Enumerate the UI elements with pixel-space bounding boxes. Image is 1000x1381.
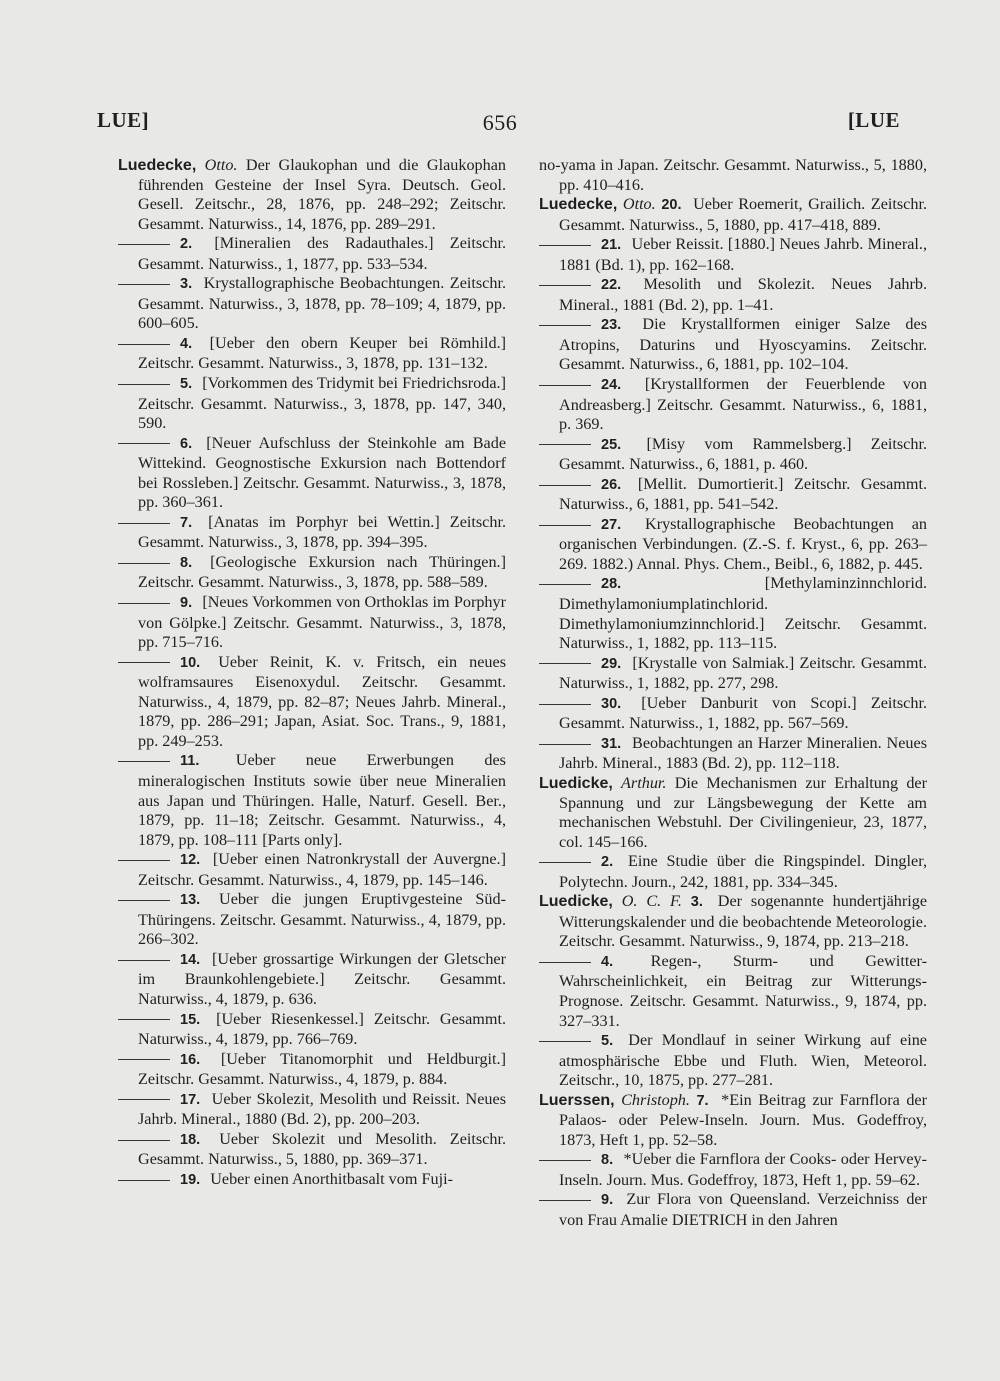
bibliography-entry	[539, 1091, 927, 1151]
entry-number: 9.	[180, 595, 193, 612]
running-head-right: [LUE	[847, 108, 900, 132]
bibliography-entry	[118, 274, 506, 334]
entry-text: Der Glaukophan und die Glaukophan führenden Gesteine der Insel Syra. Deutsch. Geol. Gesell. Zeitschr., 28, 1876, pp. 248–292; Zeitschr. Gesammt. Naturwiss., 14, 1876, pp. 289–291.	[138, 156, 506, 233]
entry-number: 2.	[601, 854, 614, 871]
ditto-dash	[539, 1160, 591, 1161]
entry-number: 2.	[180, 236, 193, 253]
bibliography-entry	[118, 751, 506, 850]
entry-text: [Vorkommen des Tridymit bei Friedrichsroda.] Zeitschr. Gesammt. Naturwiss., 3, 1878, pp. 147, 340, 590.	[138, 374, 506, 433]
entry-text: [Krystalle von Salmiak.] Zeitschr. Gesammt. Naturwiss., 1, 1882, pp. 277, 298.	[559, 653, 928, 693]
bibliography-entry	[539, 375, 927, 435]
entry-text: [Ueber Danburit von Scopi.] Zeitschr. Gesammt. Naturwiss., 1, 1882, pp. 567–569.	[559, 693, 928, 733]
author-given-name: Arthur.	[621, 773, 667, 792]
entry-number: 5.	[180, 376, 193, 393]
entry-text: [Mineralien des Radauthales.] Zeitschr. Gesammt. Naturwiss., 1, 1877, pp. 533–534.	[138, 234, 506, 273]
bibliography-entry	[539, 892, 927, 952]
entry-text: [Neuer Aufschluss der Steinkohle am Bade Wittekind. Geognostische Exkursion nach Bottendorf bei Rossleben.] Zeitschr. Gesammt. Naturwiss., 3, 1878, pp. 360–361.	[138, 433, 507, 512]
entry-number: 10.	[180, 654, 201, 671]
entry-number: 20.	[661, 197, 682, 214]
author-surname: Luedecke,	[118, 157, 197, 174]
ditto-dash	[539, 584, 591, 585]
entry-number: 9.	[601, 1192, 614, 1209]
ditto-dash	[118, 563, 170, 564]
entry-text: Eine Studie über die Ringspindel. Dingler, Polytechn. Journ., 242, 1881, pp. 334–345.	[559, 852, 927, 891]
ditto-dash	[118, 523, 170, 524]
entry-number: 8.	[180, 554, 193, 571]
ditto-dash	[118, 603, 170, 604]
entry-number: 28.	[601, 576, 622, 593]
bibliography-entry	[118, 234, 506, 274]
entry-text: [Methylaminzinnchlorid. Dimethylamoniumplatinchlorid. Dimethylamoniumzinnchlorid.] Zeitschr. Gesammt. Naturwiss., 1, 1882, pp. 113–115.	[559, 574, 927, 653]
entry-text: Ueber Skolezit und Mesolith. Zeitschr. Gesammt. Naturwiss., 5, 1880, pp. 369–371.	[138, 1129, 506, 1169]
entry-text: no-yama in Japan. Zeitschr. Gesammt. Naturwiss., 5, 1880, pp. 410–416.	[539, 156, 927, 194]
entry-number: 26.	[601, 476, 622, 493]
bibliography-entry	[539, 694, 927, 734]
entry-text: Ueber einen Anorthitbasalt vom Fuji-	[210, 1169, 453, 1188]
bibliography-entry	[539, 475, 927, 515]
ditto-dash	[539, 525, 591, 526]
page-number: 656	[482, 110, 518, 135]
entry-text: Beobachtungen an Harzer Mineralien. Neues Jahrb. Mineral., 1883 (Bd. 2), pp. 112–118.	[559, 733, 928, 773]
entry-number: 3.	[690, 894, 703, 911]
bibliography-entry	[539, 235, 927, 275]
bibliography-entry	[539, 1190, 927, 1230]
bibliography-entry	[539, 952, 927, 1031]
bibliography-entry	[539, 275, 927, 315]
entry-text: Die Mechanismen zur Erhaltung der Spannung und zur Längsbewegung der Kette am mechanischen Webstuhl. Der Civilingenieur, 23, 1877, col. 145–166.	[559, 773, 927, 851]
entry-text: [Ueber Titanomorphit und Heldburgit.] Zeitschr. Gesammt. Naturwiss., 4, 1879, p. 884.	[138, 1049, 506, 1089]
ditto-dash	[539, 385, 591, 386]
entry-text: Ueber neue Erwerbungen des mineralogischen Instituts sowie über neue Mineralien aus Japan und Thüringen. Halle, Naturf. Gesell. Ber., 1879, pp. 11–18; Zeitschr. Gesammt. Naturwiss., 4, 1879, pp. 108–111 [Parts only].	[138, 751, 506, 849]
ditto-dash	[539, 862, 591, 863]
bibliography-entry	[118, 1010, 506, 1050]
entry-text: Der Mondlauf in seiner Wirkung auf eine atmosphärische Ebbe und Fluth. Wien, Meteorol. Zeitschr., 10, 1875, pp. 277–281.	[559, 1031, 927, 1090]
ditto-dash	[118, 662, 170, 663]
entry-number: 5.	[601, 1033, 614, 1050]
entry-text: [Ueber einen Natronkrystall der Auvergne.] Zeitschr. Gesammt. Naturwiss., 4, 1879, pp. 145–146.	[138, 850, 506, 889]
bibliography-entry	[118, 1170, 506, 1191]
ditto-dash	[118, 1019, 170, 1020]
entry-text: *Ueber die Farnflora der Cooks- oder Hervey-Inseln. Journ. Mus. Godeffroy, 1873, Heft 1, pp. 59–62.	[559, 1150, 928, 1189]
entry-number: 4.	[180, 335, 193, 352]
ditto-dash	[539, 1200, 591, 1201]
bibliography-entry	[539, 574, 927, 653]
bibliography-entry	[118, 950, 506, 1010]
ditto-dash	[118, 960, 170, 961]
bibliography-entry	[118, 156, 506, 234]
entry-number: 22.	[601, 277, 622, 294]
entry-text: [Misy vom Rammelsberg.] Zeitschr. Gesammt. Naturwiss., 6, 1881, p. 460.	[559, 434, 927, 474]
entry-number: 8.	[601, 1152, 614, 1169]
ditto-dash	[118, 344, 170, 345]
entry-number: 14.	[180, 951, 201, 968]
entry-text: Ueber Roemerit, Grailich. Zeitschr. Gesammt. Naturwiss., 5, 1880, pp. 417–418, 889.	[559, 195, 928, 234]
ditto-dash	[118, 1180, 170, 1181]
bibliography-entry	[539, 435, 927, 475]
entry-text: Regen-, Sturm- und Gewitter-Wahrscheinlichkeit, ein Beitrag zur Witterungs-Prognose. Zeitschr. Gesammt. Naturwiss., 9, 1874, pp. 327–331.	[559, 951, 927, 1030]
author-surname: Luedicke,	[539, 774, 613, 792]
bibliography-entry	[118, 1130, 506, 1170]
entry-text: Ueber die jungen Eruptivgesteine Süd-Thüringens. Zeitschr. Gesammt. Naturwiss., 4, 1879, pp. 266–302.	[138, 890, 506, 949]
entry-text: [Ueber Riesenkessel.] Zeitschr. Gesammt. Naturwiss., 4, 1879, pp. 766–769.	[138, 1009, 506, 1049]
author-surname: Luerssen,	[539, 1091, 615, 1109]
ditto-dash	[118, 1059, 170, 1060]
entry-number: 15.	[180, 1011, 201, 1028]
ditto-dash	[118, 761, 170, 762]
entry-number: 11.	[180, 753, 200, 770]
ditto-dash	[539, 325, 591, 326]
ditto-dash	[539, 704, 591, 705]
ditto-dash	[118, 284, 170, 285]
entry-number: 12.	[180, 852, 201, 869]
ditto-dash	[539, 962, 591, 963]
bibliography-entry	[539, 852, 927, 892]
ditto-dash	[539, 663, 591, 664]
bibliography-entry	[539, 734, 927, 774]
entry-text: Ueber Reinit, K. v. Fritsch, ein neues wolframsaures Eisenoxydul. Zeitschr. Gesammt. Naturwiss., 4, 1879, pp. 82–87; Neues Jahrb. Mineral., 1879, pp. 286–291; Japan, Asiat. Soc. Trans., 9, 1881, pp. 249–253.	[138, 652, 506, 750]
entry-text: [Krystallformen der Feuerblende von Andreasberg.] Zeitschr. Gesammt. Naturwiss., 6, 1881, p. 369.	[559, 375, 928, 434]
bibliography-entry	[539, 315, 927, 375]
ditto-dash	[118, 860, 170, 861]
entry-number: 23.	[601, 317, 622, 334]
entry-number: 13.	[180, 892, 201, 909]
ditto-dash	[118, 1140, 170, 1141]
entry-number: 17.	[180, 1091, 201, 1108]
entry-number: 30.	[601, 695, 622, 712]
author-surname: Luedicke,	[539, 893, 613, 911]
bibliography-entry	[539, 1150, 927, 1190]
author-given-name: O. C. F.	[621, 892, 682, 911]
entry-text: [Neues Vorkommen von Orthoklas im Porphyr von Gölpke.] Zeitschr. Gesammt. Naturwiss., 3, 1878, pp. 715–716.	[138, 593, 507, 652]
bibliography-entry	[539, 195, 927, 235]
entry-text: *Ein Beitrag zur Farnflora der Palaos- oder Pelew-Inseln. Journ. Mus. Godeffroy, 1873, Heft 1, pp. 52–58.	[559, 1090, 928, 1149]
ditto-dash	[539, 245, 591, 246]
entry-number: 3.	[180, 276, 193, 293]
left-column	[118, 156, 506, 1190]
bibliography-entry	[118, 334, 506, 374]
entry-number: 6.	[180, 435, 193, 452]
entry-number: 25.	[601, 436, 622, 453]
entry-number: 24.	[601, 377, 622, 394]
entry-number: 4.	[601, 953, 614, 970]
bibliography-entry	[539, 515, 927, 575]
ditto-dash	[118, 244, 170, 245]
entry-number: 7.	[696, 1092, 709, 1109]
bibliography-entry	[118, 513, 506, 553]
bibliography-entry	[118, 653, 506, 752]
bibliography-entry	[118, 434, 506, 513]
bibliography-entry	[539, 1031, 927, 1091]
author-given-name: Otto.	[204, 156, 238, 174]
entry-number: 16.	[180, 1051, 201, 1068]
entry-text: Krystallographische Beobachtungen an organischen Verbindungen. (Z.-S. f. Kryst., 6, pp. 263–269. 1882.) Annal. Phys. Chem., Beibl., 6, 1882, p. 445.	[559, 514, 927, 573]
ditto-dash	[539, 285, 591, 286]
ditto-dash	[539, 485, 591, 486]
entry-text: [Ueber den obern Keuper bei Römhild.] Zeitschr. Gesammt. Naturwiss., 3, 1878, pp. 131–132.	[138, 333, 507, 373]
author-given-name: Christoph.	[621, 1090, 690, 1109]
entry-text: Ueber Reissit. [1880.] Neues Jahrb. Mineral., 1881 (Bd. 1), pp. 162–168.	[559, 235, 927, 274]
entry-number: 19.	[180, 1171, 201, 1188]
entry-text: [Ueber grossartige Wirkungen der Gletscher im Braunkohlengebiete.] Zeitschr. Gesammt. Naturwiss., 4, 1879, p. 636.	[138, 949, 506, 1008]
right-column	[539, 156, 927, 1231]
entry-number: 21.	[601, 237, 622, 254]
ditto-dash	[539, 744, 591, 745]
ditto-dash	[118, 443, 170, 444]
bibliography-entry	[118, 593, 506, 653]
bibliography-entry	[539, 654, 927, 694]
entry-text: Ueber Skolezit, Mesolith und Reissit. Neues Jahrb. Mineral., 1880 (Bd. 2), pp. 200–203.	[138, 1089, 506, 1129]
entry-number: 29.	[601, 655, 622, 672]
entry-text: Krystallographische Beobachtungen. Zeitschr. Gesammt. Naturwiss., 3, 1878, pp. 78–109; 4, 1879, pp. 600–605.	[138, 274, 507, 333]
bibliography-entry	[118, 553, 506, 593]
entry-text: Mesolith und Skolezit. Neues Jahrb. Mineral., 1881 (Bd. 2), pp. 1–41.	[559, 275, 927, 314]
entry-text: [Geologische Exkursion nach Thüringen.] Zeitschr. Gesammt. Naturwiss., 3, 1878, pp. 588–589.	[138, 552, 506, 592]
entry-number: 31.	[601, 735, 622, 752]
entry-text: [Mellit. Dumortierit.] Zeitschr. Gesammt. Naturwiss., 6, 1881, pp. 541–542.	[559, 474, 927, 514]
entry-number: 27.	[601, 516, 622, 533]
bibliography-entry	[118, 1090, 506, 1130]
ditto-dash	[539, 1041, 591, 1042]
bibliography-entry	[118, 890, 506, 950]
entry-number: 7.	[180, 514, 193, 531]
running-head-left: LUE]	[97, 108, 150, 132]
entry-text: Zur Flora von Queensland. Verzeichniss der von Frau Amalie DIETRICH in den Jahren	[559, 1190, 928, 1229]
entry-text: [Anatas im Porphyr bei Wettin.] Zeitschr. Gesammt. Naturwiss., 3, 1878, pp. 394–395.	[138, 512, 506, 552]
bibliography-entry	[539, 156, 927, 195]
ditto-dash	[118, 384, 170, 385]
bibliography-entry	[118, 850, 506, 890]
bibliography-entry	[118, 1050, 506, 1090]
ditto-dash	[118, 1099, 170, 1100]
ditto-dash	[118, 900, 170, 901]
entry-text: Die Krystallformen einiger Salze des Atropins, Daturins und Hyoscyamins. Zeitschr. Gesammt. Naturwiss., 6, 1881, pp. 102–104.	[559, 315, 928, 374]
author-surname: Luedecke,	[539, 196, 618, 214]
entry-number: 18.	[180, 1131, 201, 1148]
ditto-dash	[539, 444, 591, 445]
bibliography-entry	[539, 774, 927, 852]
bibliography-entry	[118, 374, 506, 434]
entry-text: Der sogenannte hundertjährige Witterungskalender und die beobachtende Meteorologie. Zeitschr. Gesammt. Naturwiss., 9, 1874, pp. 213–218.	[559, 892, 928, 951]
author-given-name: Otto.	[622, 195, 656, 214]
